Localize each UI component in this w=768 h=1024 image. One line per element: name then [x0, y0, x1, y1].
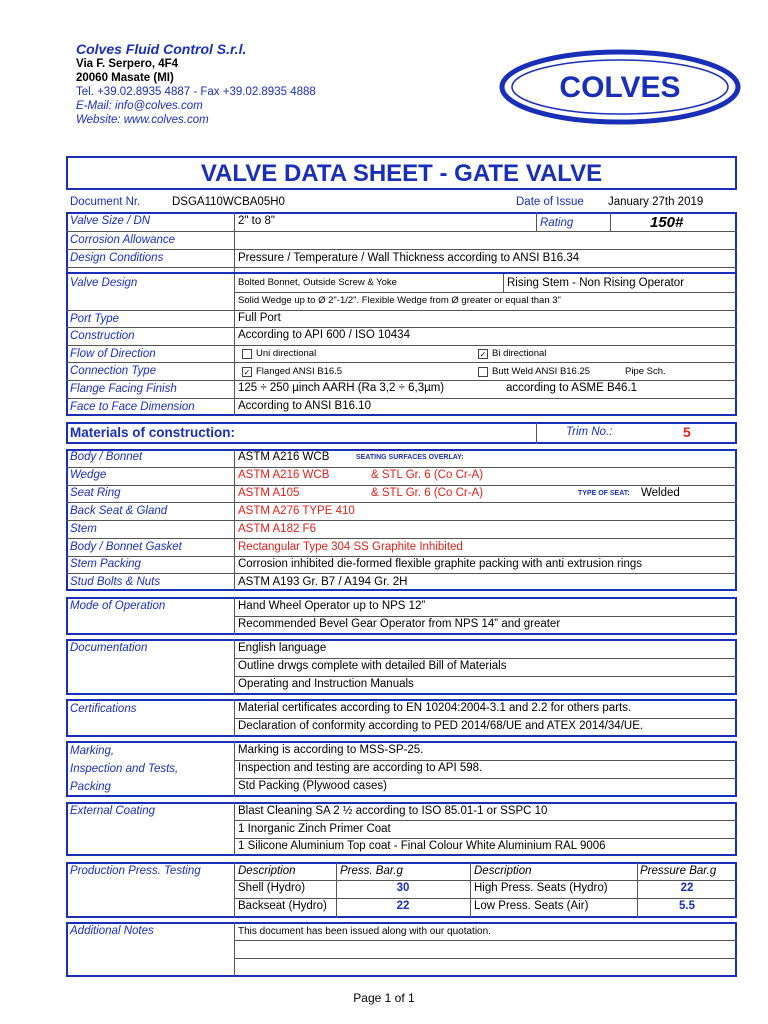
construction-label: Construction [70, 330, 135, 342]
flow-direction-label: Flow of Direction [70, 348, 156, 360]
construction-value: According to API 600 / ISO 10434 [238, 329, 410, 341]
back-seat-label: Back Seat & Gland [70, 505, 168, 517]
valve-design-label: Valve Design [70, 277, 138, 289]
backseat-test-value: 22 [396, 900, 410, 912]
shell-test-value: 30 [396, 882, 410, 894]
stem-packing-label: Stem Packing [70, 558, 141, 570]
shell-test-label: Shell (Hydro) [238, 882, 306, 894]
documentation-line3: Operating and Instruction Manuals [238, 678, 414, 690]
company-city: 20060 Masate (MI) [76, 72, 174, 84]
connection-type-label: Connection Type [70, 365, 157, 377]
backseat-test-label: Backseat (Hydro) [238, 900, 327, 912]
butt-weld-label: Butt Weld ANSI B16.25 [492, 366, 591, 377]
flange-facing-label: Flange Facing Finish [70, 383, 177, 395]
wedge-overlay: & STL Gr. 6 (Co Cr-A) [371, 469, 484, 481]
butt-weld-checkbox[interactable] [478, 367, 488, 377]
certifications-line1: Material certificates according to EN 10204:2004-3.1 and 2.2 for others parts. [238, 702, 632, 714]
body-bonnet-value: ASTM A216 WCB [238, 451, 330, 463]
seat-ring-value: ASTM A105 [238, 487, 300, 499]
port-type-label: Port Type [70, 313, 119, 325]
doc-nr-value: DSGA110WCBA05H0 [172, 196, 285, 208]
marking-line1: Marking is according to MSS-SP-25. [238, 744, 424, 756]
seat-ring-overlay: & STL Gr. 6 (Co Cr-A) [371, 487, 484, 499]
gasket-label: Body / Bonnet Gasket [70, 541, 182, 553]
flange-facing-standard: according to ASME B46.1 [506, 382, 638, 394]
company-website: Website: www.colves.com [76, 114, 209, 126]
page-title: VALVE DATA SHEET - GATE VALVE [66, 156, 737, 190]
valve-design-2: Rising Stem - Non Rising Operator [507, 277, 685, 289]
design-conditions-label: Design Conditions [70, 252, 164, 264]
operation-label: Mode of Operation [70, 600, 166, 612]
certifications-line2: Declaration of conformity according to PED 2014/68/UE and ATEX 2014/34/UE. [238, 720, 644, 732]
documentation-line1: English language [238, 642, 327, 654]
bi-directional-label: Bi directional [492, 348, 547, 359]
trim-value: 5 [683, 424, 691, 440]
company-name: Colves Fluid Control S.r.l. [76, 41, 247, 57]
page-number: Page 1 of 1 [353, 991, 415, 1005]
valve-size-label: Valve Size / DN [70, 215, 151, 227]
flanged-label: Flanged ANSI B16.5 [256, 366, 343, 377]
port-type-value: Full Port [238, 312, 281, 324]
logo-text: COLVES [559, 71, 681, 104]
company-street: Via F. Serpero, 4F4 [76, 58, 179, 70]
stud-bolts-value: ASTM A193 Gr. B7 / A194 Gr. 2H [238, 576, 408, 588]
hp-seats-label: High Press. Seats (Hydro) [474, 882, 608, 894]
coating-line2: 1 Inorganic Zinch Primer Coat [238, 823, 391, 835]
wedge-value: ASTM A216 WCB [238, 469, 330, 481]
stem-packing-value: Corrosion inhibited die-formed flexible graphite packing with anti extrusion rings [238, 558, 642, 570]
stem-label: Stem [70, 523, 97, 535]
documentation-line2: Outline drwgs complete with detailed Bill of Materials [238, 660, 507, 672]
flange-facing-value: 125 ÷ 250 µinch AARH (Ra 3,2 ÷ 6,3µm) [238, 382, 445, 394]
valve-size-value: 2" to 8" [238, 215, 275, 227]
seat-ring-label: Seat Ring [70, 487, 121, 499]
colves-logo [498, 48, 742, 126]
lp-seats-value: 5.5 [679, 900, 695, 912]
wedge-label: Wedge [70, 469, 107, 481]
testing-press-header: Press. Bar.g [340, 865, 403, 877]
rating-value: 150# [650, 214, 684, 231]
coating-label: External Coating [70, 805, 156, 817]
date-label: Date of Issue [516, 196, 584, 208]
valve-design-1: Bolted Bonnet, Outside Screw & Yoke [238, 277, 397, 288]
back-seat-value: ASTM A276 TYPE 410 [238, 505, 355, 517]
materials-title: Materials of construction: [70, 425, 236, 440]
company-phone: Tel. +39.02.8935 4887 - Fax +39.02.8935 4888 [76, 86, 316, 98]
marking-label-1: Marking, [70, 745, 115, 757]
design-conditions-value: Pressure / Temperature / Wall Thickness according to ANSI B16.34 [238, 252, 580, 264]
coating-line3: 1 Silicone Aluminium Top coat - Final Colour White Aluminium RAL 9006 [238, 840, 606, 852]
lp-seats-label: Low Press. Seats (Air) [474, 900, 589, 912]
hp-seats-value: 22 [680, 882, 694, 894]
stud-bolts-label: Stud Bolts & Nuts [70, 576, 161, 588]
notes-label: Additional Notes [70, 925, 154, 937]
coating-line1: Blast Cleaning SA 2 ½ according to ISO 85.01-1 or SSPC 10 [238, 805, 548, 817]
documentation-label: Documentation [70, 642, 148, 654]
face-to-face-label: Face to Face Dimension [70, 401, 195, 413]
valve-design-3: Solid Wedge up to Ø 2"-1/2". Flexible Wedge from Ø greater or equal than 3" [238, 295, 561, 306]
marking-line2: Inspection and testing are according to API 598. [238, 762, 483, 774]
type-of-seat-value: Welded [641, 487, 680, 499]
operation-line1: Hand Wheel Operator up to NPS 12” [238, 600, 426, 612]
operation-line2: Recommended Bevel Gear Operator from NPS 14” and greater [238, 618, 561, 630]
seating-overlay-label: SEATING SURFACES OVERLAY: [356, 454, 464, 461]
rating-label: Rating [540, 217, 574, 229]
bi-directional-checkbox[interactable]: ✓ [479, 350, 487, 359]
marking-label-3: Packing [70, 781, 111, 793]
company-email: E-Mail: info@colves.com [76, 100, 203, 112]
corrosion-label: Corrosion Allowance [70, 234, 176, 246]
stem-value: ASTM A182 F6 [238, 523, 316, 535]
gasket-value: Rectangular Type 304 SS Graphite Inhibited [238, 541, 463, 553]
certifications-label: Certifications [70, 703, 137, 715]
uni-directional-label: Uni directional [256, 348, 317, 359]
marking-label-2: Inspection and Tests, [70, 763, 179, 775]
testing-label: Production Press. Testing [70, 865, 201, 877]
notes-line1: This document has been issued along with our quotation. [238, 926, 491, 937]
testing-desc-header: Description [238, 865, 296, 877]
testing-press-header-2: Pressure Bar.g [640, 865, 717, 877]
body-bonnet-label: Body / Bonnet [70, 451, 143, 463]
type-of-seat-label: TYPE OF SEAT: [578, 490, 630, 497]
date-value: January 27th 2019 [608, 196, 704, 208]
trim-label: Trim No.: [566, 426, 613, 438]
testing-desc-header-2: Description [474, 865, 532, 877]
uni-directional-checkbox[interactable] [242, 349, 252, 359]
marking-line3: Std Packing (Plywood cases) [238, 780, 387, 792]
doc-nr-label: Document Nr. [70, 196, 141, 208]
flanged-checkbox[interactable]: ✓ [243, 368, 251, 377]
face-to-face-value: According to ANSI B16.10 [238, 400, 371, 412]
pipe-sch-label: Pipe Sch. [625, 366, 666, 377]
